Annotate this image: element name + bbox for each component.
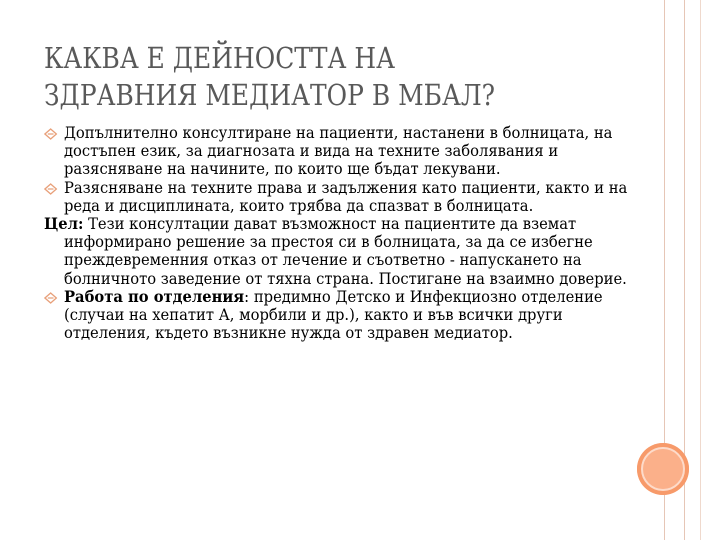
- goal-text-wrapper: [44, 215, 648, 288]
- goal-text: Тези консултации дават възможност на пациентите да вземат информирано решение за престоя си в болницата, за да се избегне преждевременния отказ от лечение и съответно - напускането на болничното заведение от тяхна страна. Постигане на взаимно доверие.: [63, 215, 627, 288]
- slide-title-line-2: ЗДРАВНИЯ МЕДИАТОР В МБАЛ?: [44, 78, 496, 112]
- list-item-text: Разясняване на техните права и задължения като пациенти, както и на реда и дисциплината, които трябва да спазват в болницата.: [63, 178, 628, 215]
- slide-title-line-1: КАКВА Е ДЕЙНОСТТА НА: [44, 41, 396, 75]
- diamond-bullet-icon: [44, 292, 57, 304]
- list-item: [44, 124, 648, 179]
- departments-text: : предимно Детско и Инфекциозно отделение (случаи на хепатит А, морбили и др.), както и във всички други отделения, където възникне нужда от здравен медиатор.: [63, 287, 603, 343]
- list-item: [44, 288, 648, 343]
- goal-label: Цел:: [44, 214, 84, 234]
- departments-label: Работа по отделения: [63, 286, 245, 306]
- departments-text-wrapper: [64, 288, 648, 343]
- slide-title: [44, 40, 551, 114]
- goal-paragraph: [44, 215, 648, 288]
- diamond-bullet-icon: [44, 128, 57, 140]
- list-item: [44, 179, 648, 215]
- frame-line-outer: [700, 0, 701, 540]
- slide-body: [44, 124, 644, 342]
- diamond-bullet-icon: [44, 183, 57, 195]
- list-item-text: Допълнително консултиране на пациенти, настанени в болницата, на достъпен език, за диагнозата и вида на техните заболявания и разясняване на начините, по които ще бъдат лекувани.: [63, 124, 613, 179]
- decorative-circle-ring: [641, 447, 685, 491]
